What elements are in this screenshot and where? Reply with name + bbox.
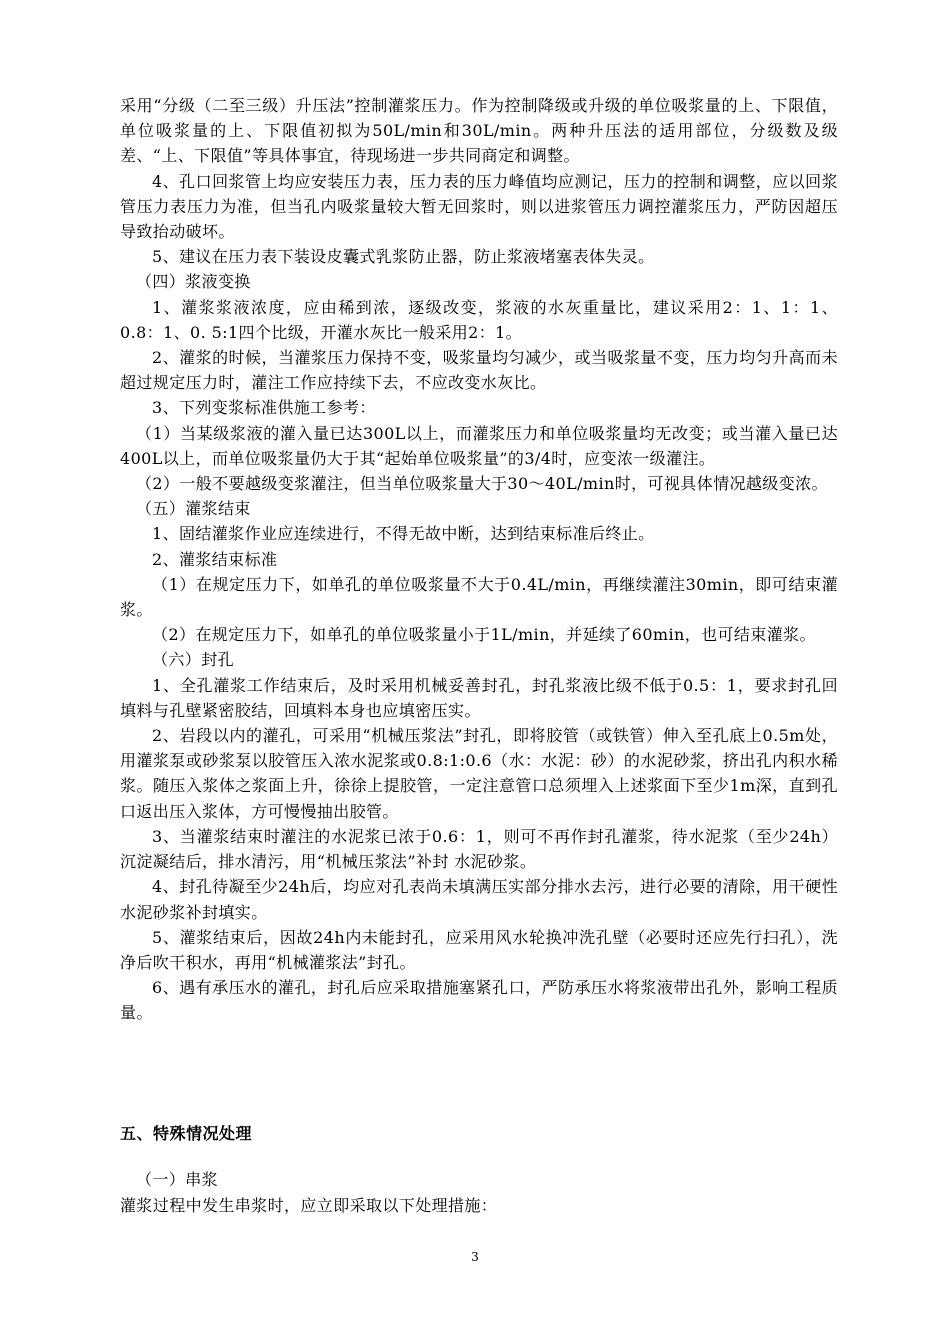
paragraph: （2）在规定压力下，如单孔的单位吸浆量小于1L/min，并延续了60min，也可结束灌浆。 — [152, 625, 816, 645]
subsection-heading: （五）灌浆结束 — [136, 499, 251, 519]
subsection-heading: （六）封孔 — [152, 650, 235, 670]
paragraph: 2、灌浆结束标准 — [152, 549, 278, 569]
paragraph: 5、灌浆结束后，因故24h内未能封孔，应采用风水轮换冲洗孔壁（必要时还应先行扫孔），洗净后吹干积水，再用“机械灌浆法”封孔。 — [120, 927, 838, 972]
paragraph: 2、灌浆的时候，当灌浆压力保持不变，吸浆量均匀减少，或当吸浆量不变，压力均匀升高而未超过规定压力时，灌注工作应持续下去，不应改变水灰比。 — [120, 348, 838, 393]
paragraph: 6、遇有承压水的灌孔，封孔后应采取措施塞紧孔口，严防承压水将浆液带出孔外，影响工程质量。 — [120, 978, 838, 1023]
page-number: 3 — [471, 1250, 479, 1264]
subsection-heading: （一）串浆 — [136, 1170, 219, 1189]
paragraph: 1、固结灌浆作业应连续进行，不得无故中断，达到结束标准后终止。 — [152, 524, 655, 544]
paragraph: 5、建议在压力表下装设皮囊式乳浆防止器，防止浆液堵塞表体失灵。 — [152, 247, 655, 267]
section-body — [120, 1167, 838, 1219]
paragraph: 3、下列变浆标准供施工参考： — [152, 398, 376, 418]
section-title: 五、特殊情况处理 — [120, 1124, 253, 1143]
paragraph: 1、全孔灌浆工作结束后，及时采用机械妥善封孔，封孔浆液比级不低于0.5：1，要求封孔回填料与孔壁紧密胶结，回填料本身也应填密压实。 — [120, 675, 838, 720]
document-body — [120, 93, 838, 1026]
paragraph: 灌浆过程中发生串浆时，应立即采取以下处理措施： — [120, 1196, 498, 1215]
paragraph: （2）一般不要越级变浆灌注，但当单位吸浆量大于30～40L/min时，可视具体情况越级变浓。 — [136, 474, 828, 494]
paragraph: 3、当灌浆结束时灌注的水泥浆已浓于0.6：1，则可不再作封孔灌浆，待水泥浆（至少24h）沉淀凝结后，排水清污，用“机械压浆法”补封 水泥砂浆。 — [120, 826, 838, 872]
subsection-heading: （四）浆液变换 — [136, 272, 251, 292]
paragraph: 4、封孔待凝至少24h后，均应对孔表尚未填满压实部分排水去污，进行必要的清除，用干硬性水泥砂浆补封填实。 — [120, 877, 838, 922]
paragraph: 1、灌浆浆液浓度，应由稀到浓，逐级改变，浆液的水灰重量比，建议采用2：1、1：1、0.8：1、0. 5:1四个比级，开灌水灰比一般采用2：1。 — [120, 297, 838, 342]
paragraph: 2、岩段以内的灌孔，可采用“机械压浆法”封孔，即将胶管（或铁管）伸入至孔底上0.5m处，用灌浆泵或砂浆泵以胶管压入浓水泥浆或0.8:1:0.6（水：水泥：砂）的水泥砂浆，挤出孔内积水稀浆。随压入浆体之浆面上升，徐徐上提胶管，一定注意管口总须埋入上述浆面下至少1m深，直到孔口返出压入浆体，方可慢慢抽出胶管。 — [120, 726, 838, 821]
paragraph: （1）在规定压力下，如单孔的单位吸浆量不大于0.4L/min，再继续灌注30min，即可结束灌浆。 — [120, 574, 838, 620]
paragraph: 4、孔口回浆管上均应安装压力表，压力表的压力峰值均应测记，压力的控制和调整，应以回浆管压力表压力为准，但当孔内吸浆量较大暂无回浆时，则以进浆管压力调控灌浆压力，严防因超压导致抬动破坏。 — [120, 171, 838, 242]
paragraph: （1）当某级浆液的灌入量已达300L以上，而灌浆压力和单位吸浆量均无改变；或当灌入量已达400L以上，而单位吸浆量仍大于其“起始单位吸浆量”的3/4时，应变浓一级灌注。 — [120, 423, 838, 468]
paragraph: 采用“分级（二至三级）升压法”控制灌浆压力。作为控制降级或升级的单位吸浆量的上、下限值，单位吸浆量的上、下限值初拟为50L/min和30L/min。两种升压法的适用部位，分级数及级差、“上、下限值”等具体事宜，待现场进一步共同商定和调整。 — [120, 96, 838, 166]
